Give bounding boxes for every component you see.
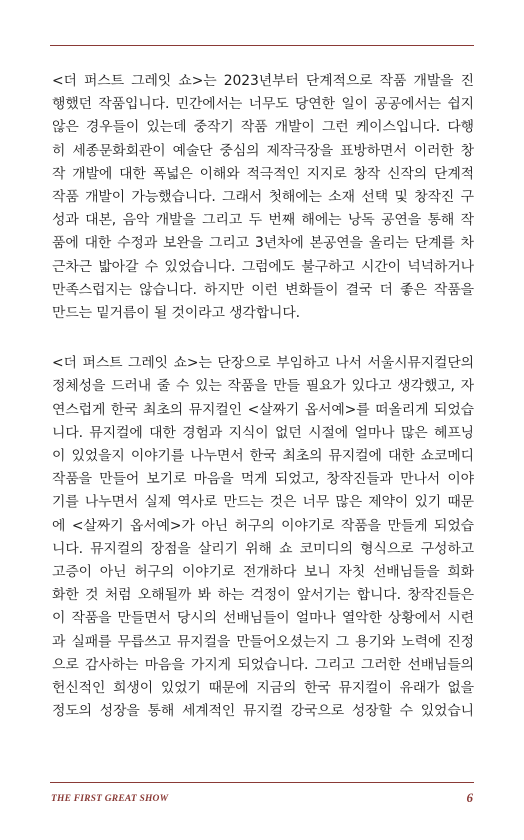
page-number: 6 [466,790,473,805]
paragraph-1 [52,70,474,325]
text-line: 작품 개발이 가능했습니다. 그래서 첫해에는 소재 선택 및 창작진 구 [52,189,474,206]
text-line: 니다. 뮤지컬의 장점을 살리기 위해 쇼 코미디의 형식으로 구성하고 [52,540,474,557]
text-line: 헌신적인 희생이 있었기 때문에 지금의 한국 뮤지컬이 유래가 없을 [52,680,474,697]
text-line: 않은 경우들이 있는데 중작기 작품 개발이 그런 케이스입니다. 다행 [52,119,474,136]
text-line: 만족스럽지는 않습니다. 하지만 이런 변화들이 결국 더 좋은 작품을 [52,281,474,298]
top-divider [50,45,474,46]
text-line: <더 퍼스트 그레잇 쇼>는 2023년부터 단계적으로 작품 개발을 진 [52,73,474,89]
text-line: 히 세종문화회관이 예술단 중심의 제작극장을 표방하면서 이러한 창 [52,142,474,159]
text-line: 정체성을 드러내 줄 수 있는 작품을 만들 필요가 있다고 생각했고, 자 [52,378,474,395]
text-line: <더 퍼스트 그레잇 쇼>는 단장으로 부임하고 나서 서울시뮤지컬단의 [52,355,474,372]
text-line: 연스럽게 한국 최초의 뮤지컬인 <살짜기 옵서예>를 떠올리게 되었습 [52,401,474,418]
text-line: 고증이 아닌 허구의 이야기로 전개하다 보니 자칫 선배님들을 희화 [52,564,474,581]
text-line: 과 실패를 무릅쓰고 뮤지컬을 만들어오셨는지 그 용기와 노력에 진정 [52,633,474,650]
text-line: 기를 나누면서 실제 역사로 만드는 것은 너무 많은 제약이 있기 때문 [52,494,474,511]
bottom-divider [50,782,474,783]
paragraph-2 [52,352,474,723]
text-line: 이 있었을지 이야기를 나누면서 한국 최초의 뮤지컬에 대한 쇼코메디 [52,448,474,465]
text-line: 만드는 밑거름이 될 것이라고 생각합니다. [52,305,300,322]
text-line: 에 <살짜기 옵서예>가 아닌 허구의 이야기로 작품을 만들게 되었습 [52,517,474,534]
text-line: 작 개발에 대한 폭넓은 이해와 적극적인 지지로 창작 신작의 단계적 [52,165,474,182]
text-line: 성과 대본, 음악 개발을 그리고 두 번째 해에는 낭독 공연을 통해 작 [52,212,474,229]
text-line: 품에 대한 수정과 보완을 그리고 3년차에 본공연을 올리는 단계를 차 [52,235,474,252]
text-line: 근차근 밟아갈 수 있었습니다. 그럼에도 불구하고 시간이 넉넉하거나 [52,258,474,275]
text-line: 화한 것 처럼 오해될까 봐 하는 걱정이 앞서기는 합니다. 창작진들은 [52,587,474,604]
text-line: 니다. 뮤지컬에 대한 경험과 지식이 없던 시절에 얼마나 많은 헤프닝 [52,424,474,441]
text-line: 정도의 성장을 통해 세계적인 뮤지컬 강국으로 성장할 수 있었습니 [52,703,474,720]
text-line: 으로 감사하는 마음을 가지게 되었습니다. 그리고 그러한 선배님들의 [52,656,474,673]
text-line: 이 작품을 만들면서 당시의 선배님들이 얼마나 열악한 상황에서 시련 [52,610,474,627]
paragraph-spacer [52,325,474,352]
body-text [52,70,474,723]
text-line: 행했던 작품입니다. 민간에서는 너무도 당연한 일이 공공에서는 쉽지 [52,96,474,113]
running-footer-title: THE FIRST GREAT SHOW [51,794,169,804]
text-line: 작품을 만들어 보기로 마음을 먹게 되었고, 창작진들과 만나서 이야 [52,471,474,488]
